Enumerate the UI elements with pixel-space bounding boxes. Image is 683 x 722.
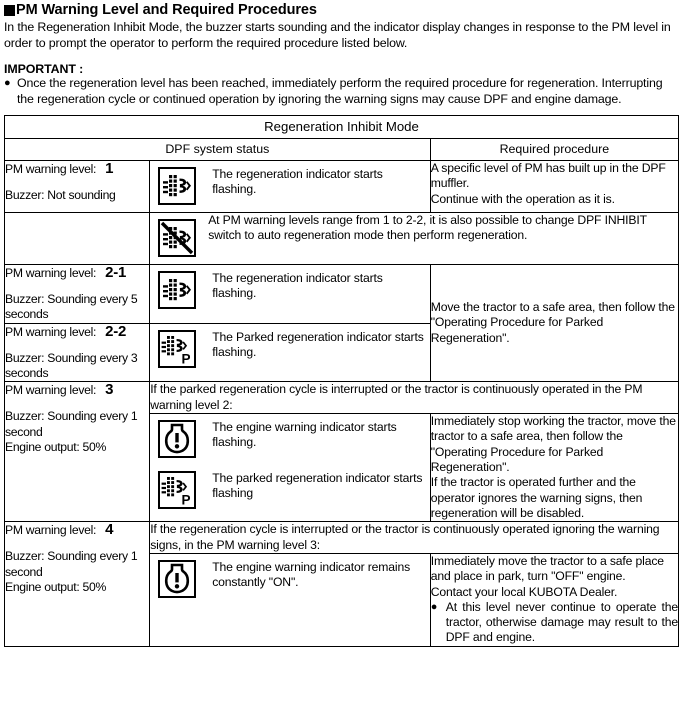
list-item — [4, 76, 679, 107]
indicator-icon-cell — [150, 465, 208, 516]
note-text: At PM warning levels range from 1 to 2-2, it is also possible to change DPF INHIBIT switch to auto regeneration mode then perform regeneration. — [208, 213, 647, 243]
buzzer-status: Buzzer: Sounding every 3 seconds — [5, 350, 138, 381]
intro-paragraph: In the Regeneration Inhibit Mode, the buzzer starts sounding and the indicator display changes in response to the PM level in order to prompt the operator to perform the required procedure listed below. — [4, 20, 671, 50]
bullet-icon: ● — [4, 77, 11, 89]
procedure-line: If the tractor is operated further and the operator ignores the warning signs, then regeneration will be disabled. — [430, 475, 643, 520]
column-header-status: DPF system status — [5, 139, 431, 161]
indicator-row — [150, 265, 430, 316]
important-list — [4, 76, 679, 107]
indicator-description: The regeneration indicator starts flashing. — [212, 271, 383, 301]
level-3-detail-cell — [150, 382, 679, 522]
engine-warning-indicator-icon — [158, 420, 196, 458]
indicator-and-procedure-row — [150, 414, 678, 522]
indicator-description: The regeneration indicator starts flashing. — [212, 167, 383, 197]
condition-text: If the parked regeneration cycle is interrupted or the tractor is continuously operated in the PM warning level 2: — [150, 382, 678, 413]
table-title: Regeneration Inhibit Mode — [5, 116, 679, 139]
condition-row — [150, 382, 678, 413]
note-row — [150, 213, 678, 264]
procedure-line: A specific level of PM has built up in the DPF muffler. — [430, 161, 666, 191]
indicator-cell-level-4 — [150, 553, 430, 645]
table-header-row — [5, 139, 679, 161]
procedure-bullet-text: At this level never continue to operate the tractor, otherwise damage may result to the DPF and engine. — [445, 599, 678, 645]
important-item-text: Once the regeneration level has been reached, immediately perform the required procedure for regeneration. Interrupting the regeneration cycle or continued operation by ignoring the warning signs may cause DPF and engine damage. — [17, 76, 663, 106]
dpf-regeneration-indicator-icon — [158, 167, 196, 205]
table-row — [5, 382, 679, 522]
level-4-layout — [150, 522, 678, 646]
pm-warning-level-value: 2-1 — [105, 264, 127, 281]
status-cell-level-2-1 — [5, 265, 150, 324]
pm-warning-level-label: PM warning level: — [5, 266, 97, 280]
indicator-cell-level-3 — [150, 414, 430, 522]
parked-regeneration-indicator-icon — [158, 330, 196, 368]
table-row — [5, 265, 679, 324]
pm-warning-level-label: PM warning level: — [5, 523, 97, 538]
dpf-inhibit-crossed-icon — [158, 219, 196, 257]
indicator-icon-cell — [150, 554, 208, 605]
engine-output-status: Engine output: 50% — [5, 439, 106, 454]
dpf-regeneration-indicator-icon — [158, 271, 196, 309]
indicator-and-procedure-row — [150, 553, 678, 645]
indicator-icon-cell — [150, 414, 208, 465]
indicator-row — [150, 465, 430, 516]
procedure-bullet-item — [431, 600, 678, 646]
level-3-layout — [150, 382, 678, 521]
pm-warning-level — [5, 324, 149, 340]
procedure-cell-level-3 — [430, 414, 678, 522]
square-bullet-icon — [4, 5, 15, 16]
page-title — [4, 0, 679, 18]
svg-text:P: P — [181, 351, 191, 366]
pm-warning-level — [5, 265, 149, 281]
table-row-note — [5, 213, 679, 265]
procedure-line: Move the tractor to a safe area, then follow the "Operating Procedure for Parked Regeneration". — [430, 300, 675, 345]
buzzer-status: Buzzer: Not sounding — [5, 188, 116, 203]
buzzer-status: Buzzer: Sounding every 1 second — [5, 409, 138, 439]
indicator-cell-level-1 — [150, 161, 431, 213]
pm-warning-level-value: 3 — [105, 381, 114, 399]
bullet-icon: ● — [430, 600, 438, 613]
indicator-icon-cell — [150, 324, 208, 375]
level-4-detail-cell — [150, 522, 679, 647]
indicator-list — [150, 265, 430, 316]
note-cell — [150, 213, 679, 265]
engine-warning-indicator-icon — [158, 560, 196, 598]
indicator-list — [150, 414, 430, 516]
procedure-cell-level-1 — [430, 161, 678, 213]
indicator-list — [150, 554, 430, 605]
indicator-list — [150, 161, 430, 212]
indicator-description: The Parked regeneration indicator starts flashing. — [212, 329, 424, 359]
engine-output-status: Engine output: 50% — [5, 579, 106, 594]
indicator-description: The engine warning indicator starts flashing. — [212, 420, 397, 450]
table-row — [5, 522, 679, 647]
condition-row — [150, 522, 678, 553]
status-cell-empty — [5, 213, 150, 265]
pm-warning-level-label: PM warning level: — [5, 324, 97, 339]
page-title-text: PM Warning Level and Required Procedures — [16, 2, 317, 18]
parked-regeneration-indicator-icon — [158, 471, 196, 509]
pm-warning-level — [5, 161, 149, 177]
pm-warning-level — [5, 382, 149, 398]
pm-warning-level-label: PM warning level: — [5, 162, 97, 176]
status-cell-level-1 — [5, 161, 150, 213]
regeneration-inhibit-table — [4, 115, 679, 647]
indicator-cell-level-2-1 — [150, 265, 431, 324]
pm-warning-level-value: 4 — [105, 521, 114, 539]
pm-warning-level — [5, 522, 149, 538]
pm-warning-level-label: PM warning level: — [5, 383, 97, 398]
pm-warning-level-value: 2-2 — [105, 322, 127, 340]
indicator-icon-cell — [150, 161, 208, 212]
status-cell-level-4 — [5, 522, 150, 647]
column-header-procedure: Required procedure — [430, 139, 678, 161]
pm-warning-level-value: 1 — [105, 160, 114, 177]
note-icon-cell — [150, 213, 208, 264]
indicator-description: The engine warning indicator remains constantly "ON". — [212, 559, 411, 590]
note-layout — [150, 213, 678, 264]
indicator-description: The parked regeneration indicator starts flashing — [212, 471, 423, 501]
indicator-row — [150, 324, 430, 375]
important-label: IMPORTANT : — [4, 62, 84, 76]
indicator-row — [150, 554, 430, 605]
indicator-icon-cell — [150, 265, 208, 316]
procedure-cell-level-4 — [430, 553, 678, 645]
svg-text:P: P — [181, 492, 191, 508]
procedure-cell-level-2 — [430, 265, 678, 382]
procedure-line: Contact your local KUBOTA Dealer. — [430, 584, 618, 599]
procedure-line: Continue with the operation as it is. — [430, 191, 615, 206]
procedure-line: Immediately move the tractor to a safe place and place in park, turn "OFF" engine. — [430, 553, 664, 584]
buzzer-status: Buzzer: Sounding every 5 seconds — [5, 292, 138, 322]
indicator-row — [150, 414, 430, 465]
buzzer-status: Buzzer: Sounding every 1 second — [5, 549, 138, 579]
condition-text: If the regeneration cycle is interrupted or the tractor is continuously operated ignoring the warning signs, in the PM warning level 3: — [150, 522, 678, 553]
status-cell-level-3 — [5, 382, 150, 522]
indicator-list — [150, 324, 430, 375]
status-cell-level-2-2 — [5, 323, 150, 382]
table-title-row — [5, 116, 679, 139]
indicator-cell-level-2-2 — [150, 323, 431, 382]
table-row — [5, 161, 679, 213]
indicator-row — [150, 161, 430, 212]
procedure-line: Immediately stop working the tractor, move the tractor to a safe area, then follow the "Operating Procedure for Parked Regeneration". — [430, 414, 676, 474]
